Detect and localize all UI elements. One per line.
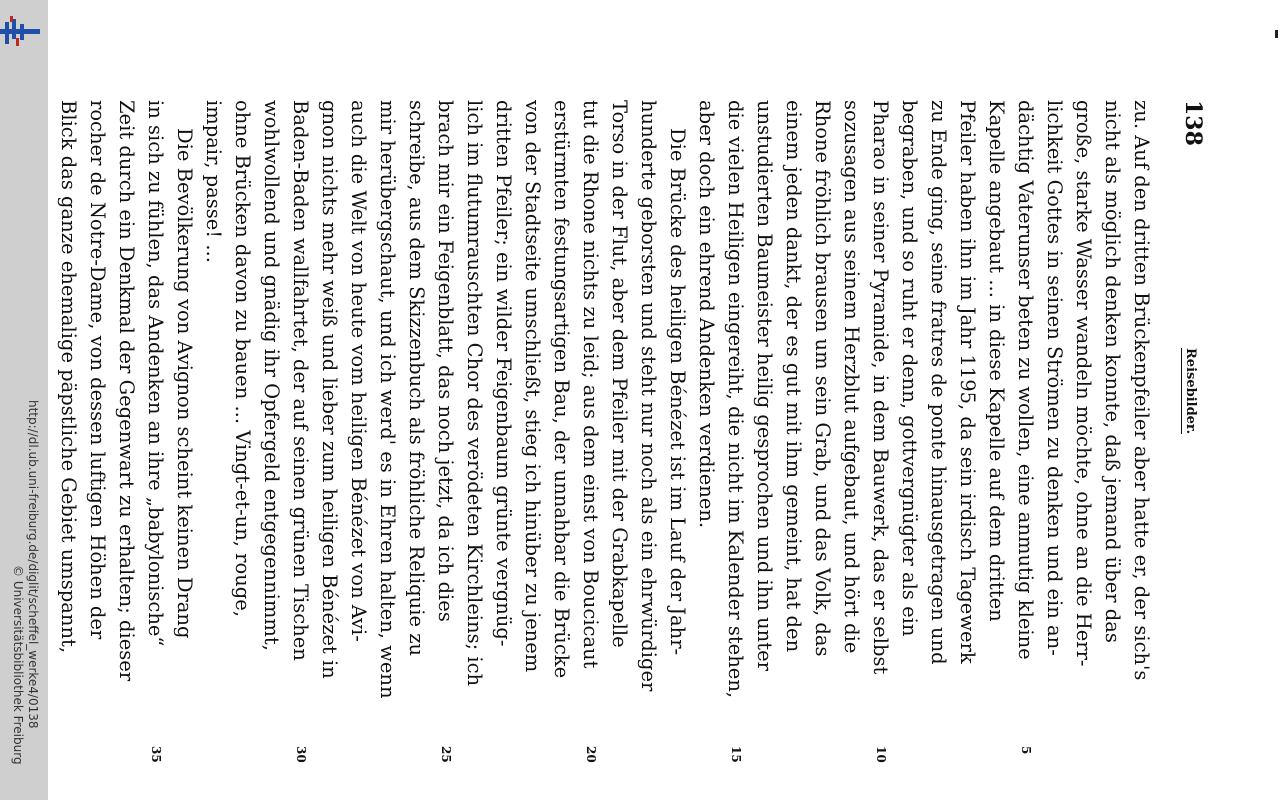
page-content [57,60,1210,763]
line-number: 30 [294,746,308,763]
text-line-content: zu. Auf den dritten Brückenpfeiler aber hatte er, der sich's [1130,100,1153,681]
text-line [982,100,1011,740]
text-line-content: brach mir ein Feigenblatt, das noch jetzt, da ich dies [434,100,457,622]
text-line-content: Rhone fröhlich brausen um sein Grab, und das Volk, das [811,100,834,657]
text-line [286,100,315,763]
scanned-page [57,0,1280,800]
text-line [1069,100,1098,740]
text-line-content: begraben, und so ruht er denn, gottvergnügter als ein [898,100,921,637]
text-line [837,100,866,740]
text-line-content: schreibe, aus dem Skizzenbuch als fröhliche Reliquie zu [405,100,428,657]
text-line-content: nicht als möglich denken konnte, daß jemand über das [1101,100,1124,643]
text-line-content: dächtig Vaterunser beten zu wollen, eine anmutig kleine [1014,100,1037,660]
text-line [83,100,112,740]
text-line [170,100,199,740]
line-number: 25 [439,746,453,763]
text-line [228,100,257,740]
text-line [1040,100,1069,740]
copyright-notice: © Universitätsbibliothek Freiburg [11,565,25,765]
text-line-content: sozusagen aus seinem Herzblut aufgebaut, und hört die [840,100,863,654]
text-line [779,100,808,740]
text-line-content: Baden-Baden wallfahrtet, der auf seinen grünen Tischen [289,100,312,661]
text-line-content: erstürmten festungsartigen Bau, der unnahbar die Brücke [550,100,573,679]
text-line [605,100,634,740]
text-line [547,100,576,740]
text-line-content: Torso in der Flut, aber dem Pfeiler mit der Grabkapelle [608,100,631,648]
text-line [344,100,373,740]
text-line [721,100,750,763]
text-line-content: hunderte geborsten und steht nur noch als ein ehrwürdiger [637,100,660,692]
text-line [750,100,779,740]
text-line [518,100,547,740]
text-line-content: zu Ende ging, seine fratres de ponte hinausgetragen und [927,100,950,665]
line-number: 15 [729,746,743,763]
page-header [1170,100,1210,720]
text-line-content: Pfeiler haben ihn im Jahr 1195, da sein irdisch Tagewerk [956,100,979,664]
line-number: 10 [874,746,888,763]
text-line-content: einem jeden dankt, der es gut mit ihm gemeint, hat den [782,100,805,653]
page-body [54,100,1156,763]
text-line-content: Blick das ganze ehemalige päpstliche Gebiet umspannt, [57,100,80,654]
text-line [431,100,460,763]
text-line [460,100,489,740]
text-line-content: rocher de Notre-Dame, von dessen luftigen Höhen der [86,100,109,640]
text-line-content: gnon nichts mehr weiß und lieber zum heiligen Bénézet in [318,100,341,679]
text-line-content: auch die Welt von heute vom heiligen Bénézet von Avi- [347,100,370,642]
text-line-content: lich im flutumrauschten Chor des verödeten Kirchleins; ich [463,100,486,687]
text-line-content: dritten Pfeiler; ein wilder Feigenbaum grünte vergnüg- [492,100,515,647]
text-line-content: aber doch ein ehrend Andenken verdienen. [695,100,718,529]
text-line [692,100,721,740]
text-line [54,100,83,740]
text-line [315,100,344,740]
line-number: 5 [1019,746,1033,755]
sidebar-text [0,0,48,800]
source-url[interactable]: http://dl.ub.uni-freiburg.de/diglit/scheffel_werke4/0138 [26,400,40,729]
text-line [663,100,692,740]
text-line [402,100,431,740]
text-line [1127,100,1156,740]
text-line [1098,100,1127,740]
text-line [576,100,605,763]
text-line [808,100,837,740]
page-number: 138 [1180,100,1206,146]
text-line [112,100,141,740]
text-line-content: große, starke Wasser wandeln möchte, ohne an die Herr- [1072,100,1095,667]
text-line [895,100,924,740]
line-number: 20 [584,746,598,763]
text-line [953,100,982,740]
text-line [1011,100,1040,755]
viewer-sidebar [0,0,48,800]
text-line [373,100,402,740]
text-line [866,100,895,763]
text-line-content: in sich zu fühlen, das Andenken an ihre „babylonische“ [144,100,167,647]
text-line-content: wohlwollend und gnädig ihr Opfergeld entgegennimmt, [260,100,283,651]
page-edge-mark [1275,30,1278,38]
text-line-content: Die Bevölkerung von Avignon scheint keinen Drang [173,128,196,639]
text-line [634,100,663,740]
text-line-content: ohne Brücken davon zu bauen ... Vingt-et-un, rouge, [231,100,254,618]
text-line-content: unstudierten Baumeister heilig gesprochen und ihn unter [753,100,776,671]
text-line-content: Pharao in seiner Pyramide, in dem Bauwerk, das er selbst [869,100,892,675]
text-line-content: lichkeit Gottes in seinen Strömen zu denken und ein an- [1043,100,1066,656]
text-line-content: von der Stadtseite umschließt, stieg ich hinüber zu jenem [521,100,544,673]
text-line-content: die vielen Heiligen eingereiht, die nicht im Kalender stehen, [724,100,747,699]
text-line-content: mir herübergschaut, und ich werd' es in Ehren halten, wenn [376,100,399,699]
text-line-content: tut die Rhone nichts zu leid; aus dem einst von Boucicaut [579,100,602,669]
text-line [489,100,518,740]
text-line [199,100,228,740]
text-line [141,100,170,763]
text-line [257,100,286,740]
text-line-content: Die Brücke des heiligen Bénézet ist im Lauf der Jahr- [666,128,689,656]
running-title: Reisebilder. [1183,348,1198,435]
text-line-content: impair, passe! ... [202,100,225,263]
text-line-content: Kapelle angebaut ... in diese Kapelle auf dem dritten [985,100,1008,622]
text-line [924,100,953,740]
text-line-content: Zeit durch ein Denkmal der Gegenwart zu erhalten; dieser [115,100,138,682]
line-number: 35 [149,746,163,763]
